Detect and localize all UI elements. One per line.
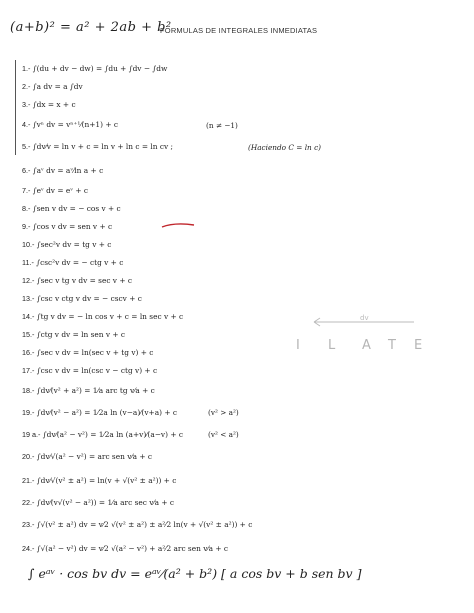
ilate-letter-i: I bbox=[296, 338, 300, 353]
formula-5: 5.- ∫dv⁄v = ln v + c = ln v + ln c = ln cv ; bbox=[22, 142, 174, 151]
formula-1: 1.- ∫(du + dv − dw) = ∫du + ∫dv − ∫dw bbox=[22, 64, 168, 73]
formula-19a: 19 a.- ∫dv⁄(a² − v²) = 1⁄2a ln (a+v)⁄(a−v) + c bbox=[22, 430, 184, 439]
formula-7: 7.- ∫eᵛ dv = eᵛ + c bbox=[22, 186, 89, 195]
handwritten-binomial-note: (a+b)² = a² + 2ab + b² bbox=[10, 20, 172, 35]
ilate-letter-t: T bbox=[388, 338, 396, 353]
page-title: FORMULAS DE INTEGRALES INMEDIATAS bbox=[160, 26, 318, 35]
ilate-arrow-label: dv bbox=[360, 314, 369, 322]
formula-10: 10.- ∫sec²v dv = tg v + c bbox=[22, 240, 112, 249]
ilate-letter-a: A bbox=[362, 338, 371, 353]
ilate-letter-e: E bbox=[414, 338, 423, 353]
formula-12: 12.- ∫sec v tg v dv = sec v + c bbox=[22, 276, 133, 285]
formula-19: 19.- ∫dv⁄(v² − a²) = 1⁄2a ln (v−a)⁄(v+a) + c bbox=[22, 408, 178, 417]
note-haciendo: (Haciendo C = ln c) bbox=[248, 143, 322, 152]
note-cond-19: (v² > a²) bbox=[208, 408, 239, 417]
formula-14: 14.- ∫tg v dv = − ln cos v + c = ln sec v + c bbox=[22, 312, 184, 321]
formula-18: 18.- ∫dv⁄(v² + a²) = 1⁄a arc tg v⁄a + c bbox=[22, 386, 155, 395]
formula-4: 4.- ∫vⁿ dv = vⁿ⁺¹⁄(n+1) + c bbox=[22, 120, 119, 129]
formula-15: 15.- ∫ctg v dv = ln sen v + c bbox=[22, 330, 126, 339]
formula-22: 22.- ∫dv⁄(v√(v² − a²)) = 1⁄a arc sec v⁄a + c bbox=[22, 498, 175, 507]
ilate-pencil-note bbox=[290, 310, 440, 400]
note-cond-19a: (v² < a²) bbox=[208, 430, 239, 439]
formula-3: 3.- ∫dx = x + c bbox=[22, 100, 76, 109]
formula-20: 20.- ∫dv⁄√(a² − v²) = arc sen v⁄a + c bbox=[22, 452, 153, 461]
arrow-icon bbox=[310, 314, 420, 328]
left-bracket-mark bbox=[15, 60, 16, 155]
formula-2: 2.- ∫a dv = a ∫dv bbox=[22, 82, 83, 91]
formula-24: 24.- ∫√(a² − v²) dv = v⁄2 √(a² − v²) + a²⁄2 arc sen v⁄a + c bbox=[22, 544, 229, 553]
ilate-letter-l: L bbox=[328, 338, 336, 353]
formula-17: 17.- ∫csc v dv = ln(csc v − ctg v) + c bbox=[22, 366, 158, 375]
formula-16: 16.- ∫sec v dv = ln(sec v + tg v) + c bbox=[22, 348, 154, 357]
formula-11: 11.- ∫csc²v dv = − ctg v + c bbox=[22, 258, 124, 267]
formula-8: 8.- ∫sen v dv = − cos v + c bbox=[22, 204, 121, 213]
formula-23: 23.- ∫√(v² ± a²) dv = v⁄2 √(v² ± a²) ± a²⁄2 ln(v + √(v² ± a²)) + c bbox=[22, 520, 253, 529]
formula-21: 21.- ∫dv⁄√(v² ± a²) = ln(v + √(v² ± a²)) + c bbox=[22, 476, 177, 485]
handwritten-bottom-formula: ∫ eᵃᵛ · cos bv dv = eᵃᵛ⁄(a² + b²) [ a cos bv + b sen bv ] bbox=[28, 566, 362, 581]
formula-9: 9.- ∫cos v dv = sen v + c bbox=[22, 222, 113, 231]
formula-6: 6.- ∫aᵛ dv = aᵛ⁄ln a + c bbox=[22, 166, 104, 175]
formula-13: 13.- ∫csc v ctg v dv = − cscv + c bbox=[22, 294, 142, 303]
note-n-condition: (n ≠ −1) bbox=[206, 121, 238, 130]
red-pen-mark bbox=[160, 220, 196, 230]
